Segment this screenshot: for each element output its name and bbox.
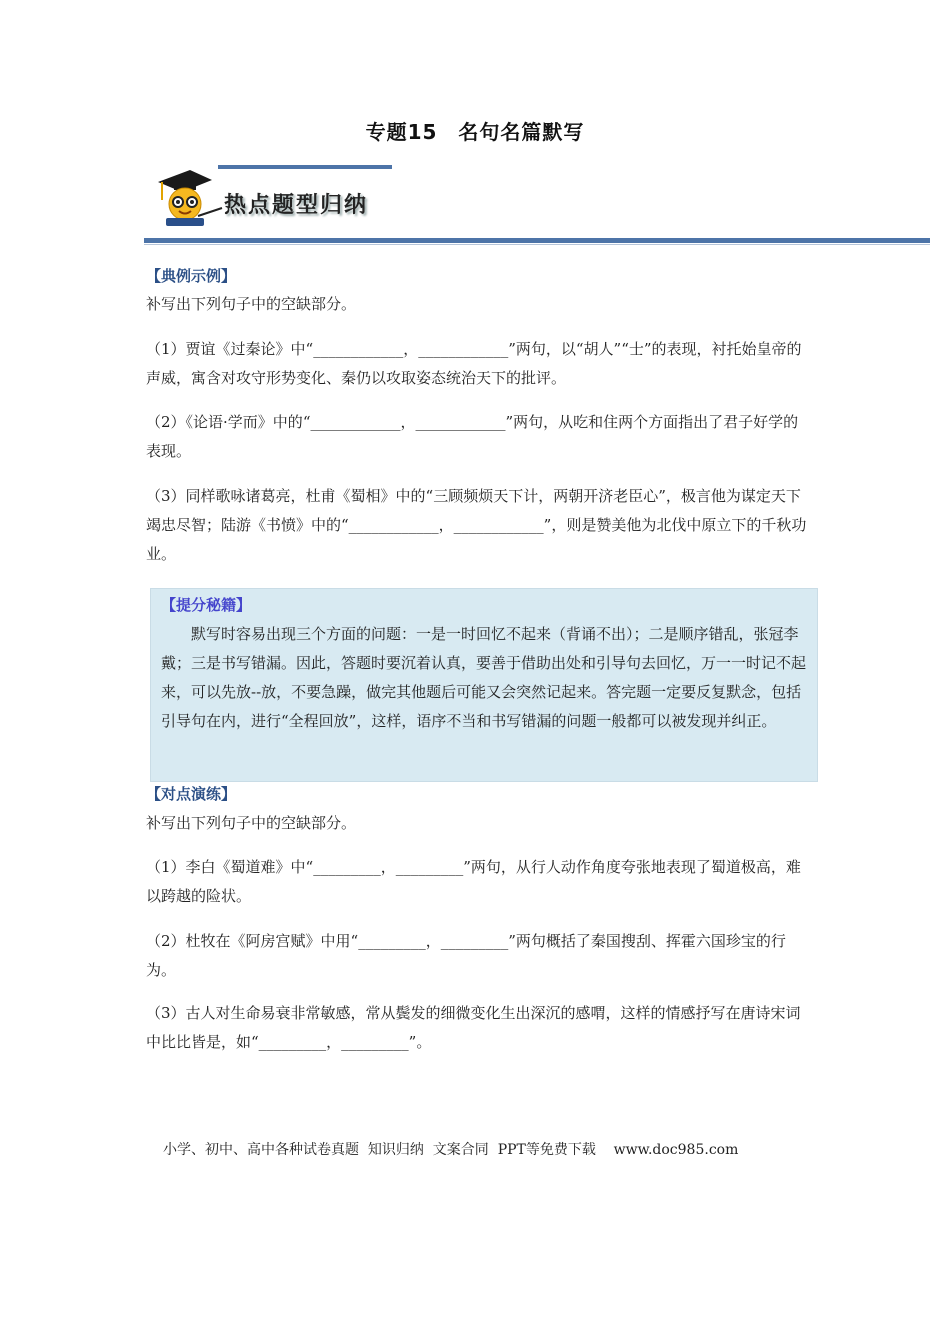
page-footer: 小学、初中、高中各种试卷真题 知识归纳 文案合同 PPT等免费下载 www.doc985.com [163, 1142, 739, 1158]
example-question-1: （1）贾谊《过秦论》中“____________，____________”两句，以“胡人”“士”的表现，衬托始皇帝的声威，寓含对攻守形势变化、秦仍以攻取姿态统治天下的批评。 [146, 340, 802, 387]
example-instruction: 补写出下列句子中的空缺部分。 [146, 295, 357, 313]
section-divider-thin [144, 244, 930, 245]
practice-header: 【对点演练】 [146, 785, 237, 803]
tips-header: 【提分秘籍】 [161, 596, 252, 614]
example-question-3: （3）同样歌咏诸葛亮，杜甫《蜀相》中的“三顾频烦天下计，两朝开济老臣心”，极言他为谋定天下竭忠尽智；陆游《书愤》中的“____________，____________”，则是赞美他为北伐中原立下的千秋功业。 [146, 487, 807, 563]
example-header: 【典例示例】 [146, 267, 237, 285]
practice-question-1: （1）李白《蜀道难》中“_________，_________”两句，从行人动作角度夸张地表现了蜀道极高，难以跨越的险状。 [146, 858, 801, 905]
banner-heading: 热点题型归纳 [224, 193, 369, 218]
section-divider [144, 238, 930, 243]
tips-body: 默写时容易出现三个方面的问题：一是一时回忆不起来（背诵不出）；二是顺序错乱，张冠李戴；三是书写错漏。因此，答题时要沉着认真，要善于借助出处和引导句去回忆，万一一时记不起来，可以先放--放，不要急躁，做完其他题后可能又会突然记起来。答完题一定要反复默念，包括引导句在内，进行“全程回放”，这样，语序不当和书写错漏的问题一般都可以被发现并纠正。 [161, 625, 807, 730]
example-question-2: （2）《论语·学而》中的“____________，____________”两句，从吃和住两个方面指出了君子好学的表现。 [146, 413, 799, 460]
tips-box [150, 588, 818, 782]
practice-instruction: 补写出下列句子中的空缺部分。 [146, 814, 357, 832]
practice-question-2: （2）杜牧在《阿房宫赋》中用“_________，_________”两句概括了秦国搜刮、挥霍六国珍宝的行为。 [146, 932, 786, 979]
practice-question-3: （3）古人对生命易衰非常敏感，常从鬓发的细微变化生出深沉的感喟，这样的情感抒写在唐诗宋词中比比皆是，如“_________，_________”。 [146, 1004, 801, 1051]
page-title: 专题15 名句名篇默写 [365, 120, 585, 144]
